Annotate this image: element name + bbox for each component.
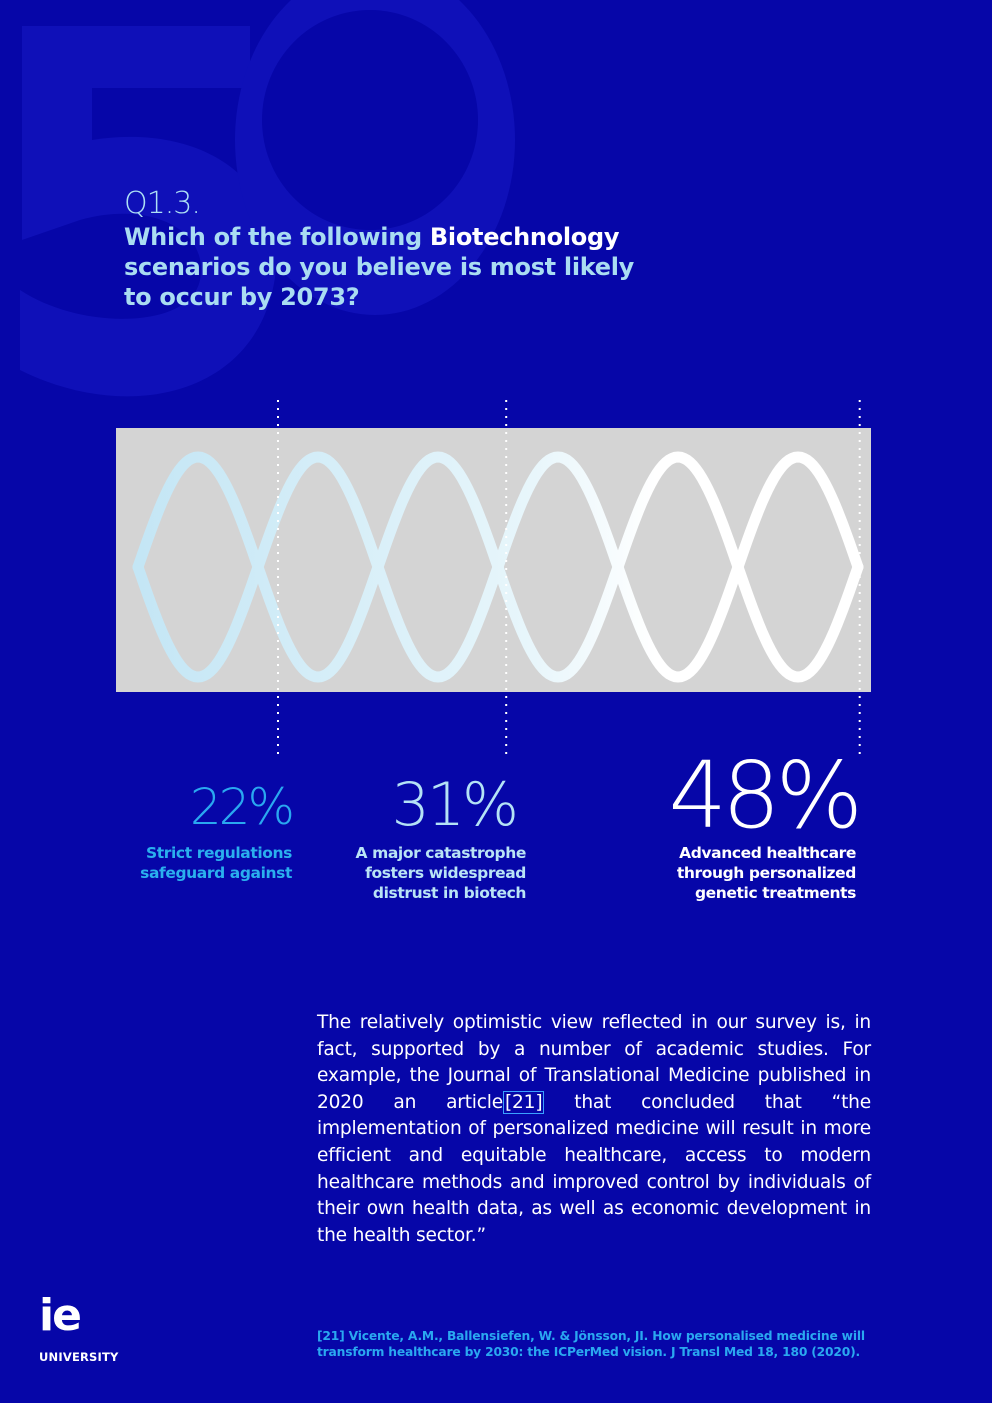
footnote: [21] Vicente, A.M., Ballensiefen, W. & Jönsson, JI. How personalised medicine will transform healthcare by 2030: the ICPerMed vision. J Transl Med 18, 180 (2020). <box>317 1329 865 1359</box>
body-paragraph: The relatively optimistic view reflected in our survey is, in fact, supported by a number of academic studies. For example, the Journal of Translational Medicine published in 2020 an article [21] that concluded that “the implementation of personalized medicine will result in more efficient and equitable healthcare, access to modern healthcare methods and improved control by individuals of their own health data, as well as economic development in the health sector.” <box>317 1012 871 1246</box>
value-label-strict-regulations: 22% <box>189 778 292 836</box>
question-text: Which of the following Biotechnology scenarios do you believe is most likely to occur by 2073? <box>124 223 635 311</box>
question-highlight: Biotechnology <box>429 223 620 251</box>
ie-university-logo <box>39 1292 129 1367</box>
category-label-major-catastrophe: A major catastrophe fosters widespread distrust in biotech <box>355 844 526 902</box>
value-label-advanced-healthcare: 48% <box>668 742 858 849</box>
logo-text: UNIVERSITY <box>39 1350 119 1364</box>
value-label-major-catastrophe: 31% <box>391 770 516 840</box>
reference-link[interactable]: [21] <box>505 1091 543 1113</box>
category-label-strict-regulations: Strict regulations safeguard against <box>140 844 292 882</box>
logo-mark: ie <box>39 1290 80 1341</box>
question-number: Q1.3. <box>124 186 200 221</box>
category-label-advanced-healthcare: Advanced healthcare through personalized genetic treatments <box>676 844 856 902</box>
